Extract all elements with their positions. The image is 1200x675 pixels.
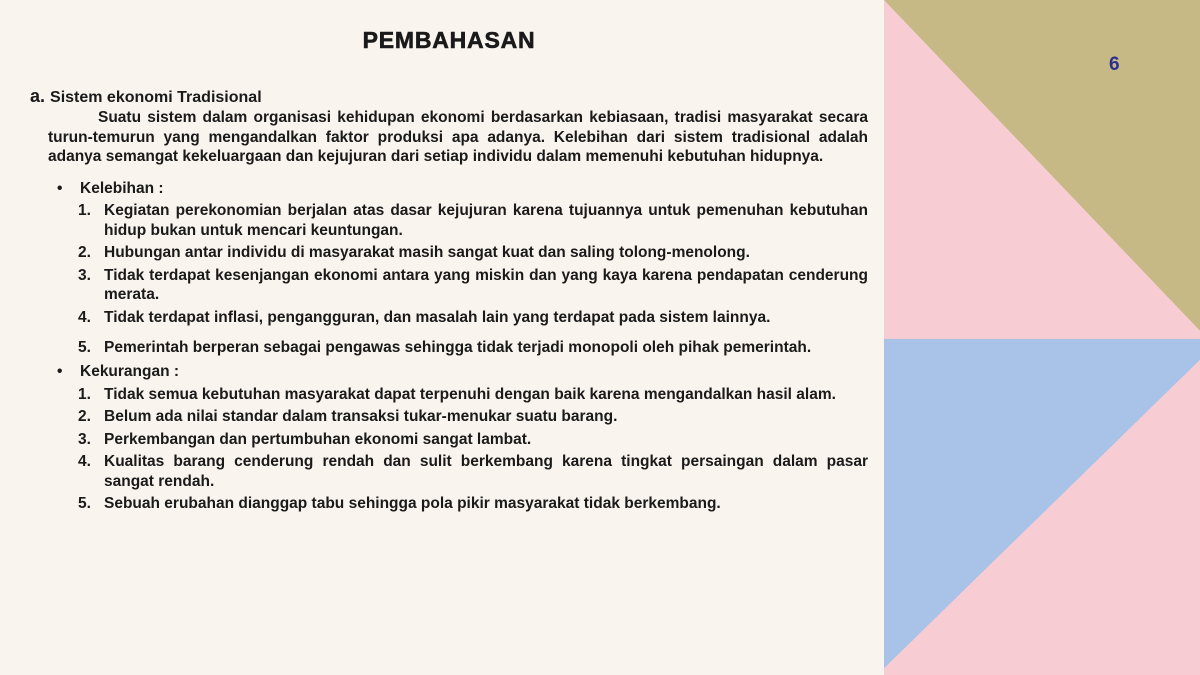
disadvantages-heading-label: Kekurangan : [80,363,180,380]
item-number: 1. [78,385,91,403]
list-item [78,407,868,427]
item-number: 1. [78,202,91,219]
advantages-list [30,201,868,366]
item-number: 4. [78,308,91,326]
item-text: Tidak terdapat kesenjangan ekonomi antara yang miskin dan yang kaya karena pendapatan cenderung merata. [104,266,868,303]
item-text: Belum ada nilai standar dalam transaksi tukar-menukar suatu barang. [104,408,618,425]
item-number: 5. [78,339,91,356]
item-text: Sebuah erubahan dianggap tabu sehingga pola pikir masyarakat tidak berkembang. [104,495,721,512]
bullet-icon: • [57,363,63,380]
list-item [78,330,868,366]
advantages-heading-label: Kelebihan : [80,179,164,197]
section-heading [30,86,868,108]
item-text: Kualitas barang cenderung rendah dan sulit berkembang karena tingkat persaingan dalam pasar sangat rendah. [104,453,868,490]
item-text: Pemerintah berperan sebagai pengawas sehingga tidak terjadi monopoli oleh pihak pemerintah. [104,339,812,356]
list-item [78,266,868,305]
item-text: Tidak semua kebutuhan masyarakat dapat terpenuhi dengan baik karena mengandalkan hasil alam. [104,385,836,403]
page-title: PEMBAHASAN [362,27,536,53]
advantages-heading [57,179,868,199]
section-letter: a. [30,86,46,106]
list-item [78,243,868,263]
list-item [78,201,868,240]
list-item [78,308,868,328]
bullet-icon: • [57,179,63,197]
list-item [78,494,868,514]
list-item [78,452,868,491]
decorative-panel [884,0,1200,675]
section-title: Sistem ekonomi Tradisional [50,89,262,106]
intro-paragraph: Suatu sistem dalam organisasi kehidupan ekonomi berdasarkan kebiasaan, tradisi masyarakat secara turun-temurun yang mengandalkan faktor produksi apa adanya. Kelebihan dari sistem tradisional adalah adanya semangat kekeluargaan dan kejujuran dari setiap individu dalam memenuhi kebutuhan hidupnya. [48,109,868,165]
item-number: 3. [78,430,91,448]
list-item [78,385,868,405]
list-item [78,430,868,450]
disadvantages-list [30,385,868,514]
item-number: 3. [78,266,91,284]
item-text: Tidak terdapat inflasi, pengangguran, dan masalah lain yang terdapat pada sistem lainnya. [104,308,771,326]
item-number: 4. [78,453,91,470]
item-text: Hubungan antar individu di masyarakat masih sangat kuat dan saling tolong-menolong. [104,244,750,261]
page-number: 6 [1109,54,1121,75]
item-number: 2. [78,408,91,425]
item-number: 5. [78,495,91,512]
item-text: Kegiatan perekonomian berjalan atas dasar kejujuran karena tujuannya untuk pemenuhan kebutuhan hidup bukan untuk mencari keuntungan. [104,202,868,239]
item-text: Perkembangan dan pertumbuhan ekonomi sangat lambat. [104,430,532,448]
item-number: 2. [78,244,91,261]
